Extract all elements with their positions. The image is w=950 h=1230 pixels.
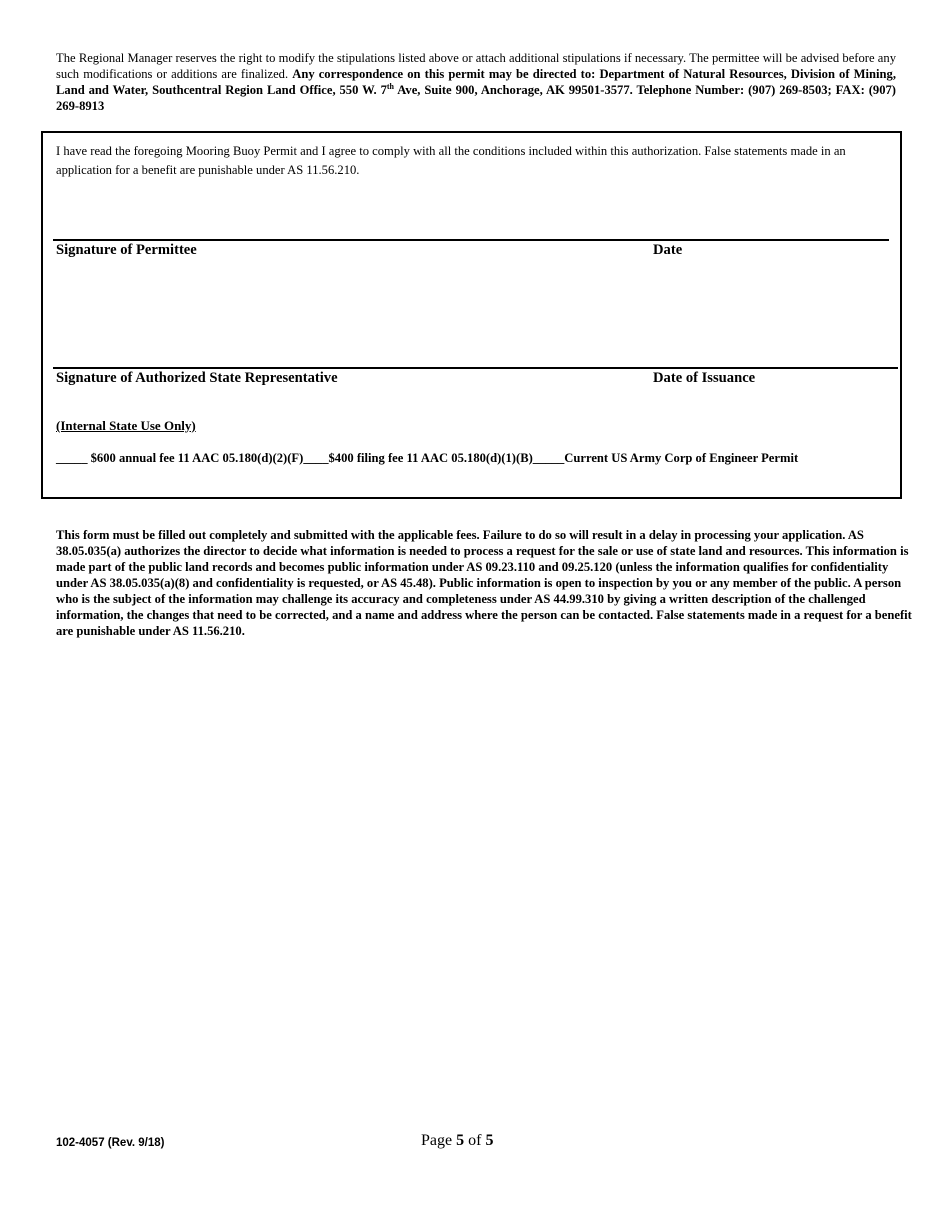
state-rep-signature-label: Signature of Authorized State Representative bbox=[56, 370, 338, 386]
signature-box bbox=[41, 131, 902, 499]
correspondence-address-part1: Any correspondence on this permit may be directed to: Department of Natural Resources, Division of Mining, Land and Water, Southcentral Region Land Office, 550 W. 7 bbox=[56, 67, 896, 97]
permittee-signature-label: Signature of Permittee bbox=[56, 242, 197, 258]
form-number: 102-4057 (Rev. 9/18) bbox=[56, 1137, 165, 1149]
ordinal-suffix: th bbox=[386, 81, 395, 91]
internal-use-label: (Internal State Use Only) bbox=[56, 418, 196, 433]
intro-text: The Regional Manager reserves the right to modify the stipulations listed above or attach additional stipulations if necessary. The permittee will be advised before any such modifications or additions are finalized. bbox=[56, 51, 896, 81]
page-total: 5 bbox=[485, 1132, 494, 1149]
privacy-notice: This form must be filled out completely and submitted with the applicable fees. Failure to do so will result in a delay in processing your application. AS 38.05.035(a) authorizes the director to decide what information is needed to process a request for the sale or use of state land and resources. This information is made part of the public land records and becomes public information under AS 09.23.110 and 09.25.120 (unless the information qualifies for confidentiality under AS 38.05.035(a)(8) and confidentiality is requested, or AS 45.48). Public information is open to inspection by you or any member of the public. A person who is the subject of the information may challenge its accuracy and completeness under AS 44.99.310 by giving a written description of the challenged information, the changes that need to be corrected, and a name and address where the person can be contacted. False statements made in a request for a benefit are punishable under AS 11.56.210. bbox=[56, 528, 912, 638]
page-of: of bbox=[468, 1132, 482, 1149]
page-current: 5 bbox=[456, 1132, 465, 1149]
agreement-statement: I have read the foregoing Mooring Buoy Permit and I agree to comply with all the conditions included within this authorization. False statements made in an application for a benefit are punishable under AS 11.56.210. bbox=[56, 144, 846, 177]
state-rep-signature-line[interactable] bbox=[53, 367, 898, 369]
date-of-issuance-label: Date of Issuance bbox=[653, 370, 756, 386]
page-number bbox=[421, 1132, 493, 1150]
date-label: Date bbox=[653, 242, 683, 258]
permittee-signature-line[interactable] bbox=[53, 239, 889, 241]
fee-checklist: _____ $600 annual fee 11 AAC 05.180(d)(2)(F)____$400 filing fee 11 AAC 05.180(d)(1)(B)_____Current US Army Corp of Engineer Permit bbox=[56, 451, 799, 465]
page-word: Page bbox=[421, 1132, 453, 1149]
intro-paragraph bbox=[56, 50, 896, 114]
correspondence-address-part2: Ave, Suite 900, Anchorage, AK 99501-3577. Telephone Number: (907) 269-8503; FAX: (907) 269-8913 bbox=[56, 83, 896, 113]
